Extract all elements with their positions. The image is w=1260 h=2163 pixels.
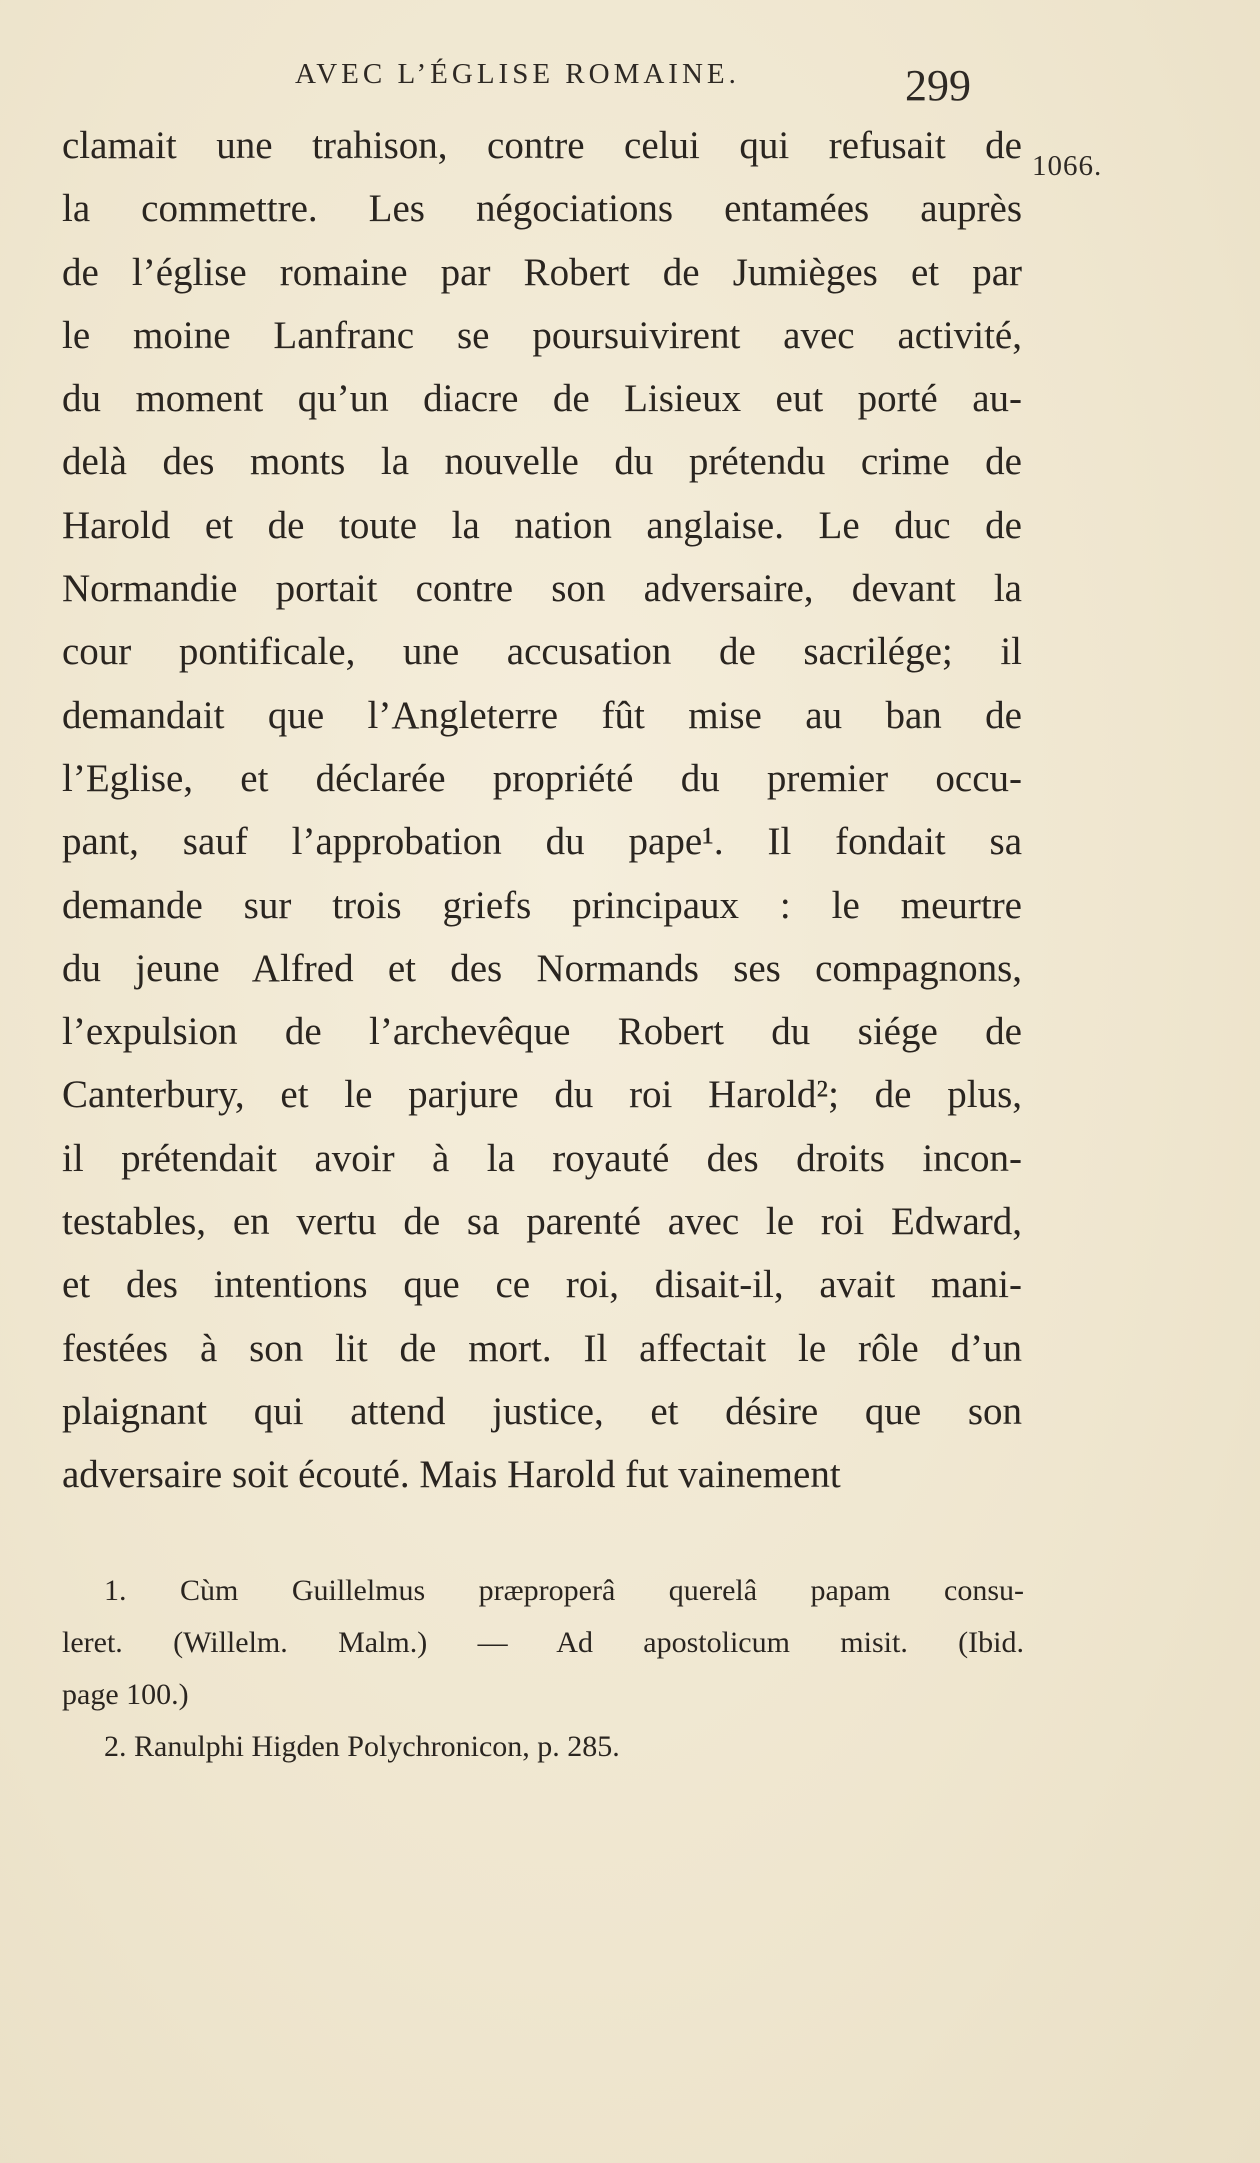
text-line: demandait que l’Angleterre fût mise au ban de — [62, 693, 1022, 737]
page-number: 299 — [905, 61, 971, 110]
text-line: plaignant qui attend justice, et désire que son — [62, 1389, 1022, 1433]
text-line: adversaire soit écouté. Mais Harold fut vainement — [62, 1453, 841, 1497]
text-line: Normandie portait contre son adversaire, devant la — [62, 567, 1022, 611]
text-line: le moine Lanfranc se poursuivirent avec activité, — [62, 313, 1022, 357]
text-line: delà des monts la nouvelle du prétendu crime de — [62, 440, 1022, 484]
text-line: du moment qu’un diacre de Lisieux eut porté au- — [62, 377, 1022, 421]
text-line: festées à son lit de mort. Il affectait le rôle d’un — [62, 1326, 1022, 1370]
text-line: testables, en vertu de sa parenté avec le roi Edward, — [62, 1200, 1022, 1244]
text-line: Harold et de toute la nation anglaise. Le duc de — [62, 503, 1022, 547]
text-line: de l’église romaine par Robert de Jumièges et par — [62, 250, 1022, 294]
footnote-line: 2. Ranulphi Higden Polychronicon, p. 285. — [104, 1730, 620, 1763]
footnotes — [62, 1565, 1024, 1773]
text-line: l’Eglise, et déclarée propriété du premier occu- — [62, 756, 1022, 800]
text-line: il prétendait avoir à la royauté des droits incon- — [62, 1136, 1022, 1180]
footnote-line: page 100.) — [62, 1678, 189, 1711]
text-line: et des intentions que ce roi, disait-il, avait mani- — [62, 1263, 1022, 1307]
body-text — [62, 114, 1022, 1507]
text-line: clamait une trahison, contre celui qui refusait de — [62, 124, 1022, 167]
text-line: demande sur trois griefs principaux : le meurtre — [62, 883, 1022, 927]
text-line: du jeune Alfred et des Normands ses compagnons, — [62, 946, 1022, 990]
text-line: l’expulsion de l’archevêque Robert du siége de — [62, 1010, 1022, 1054]
margin-date: 1066. — [1032, 150, 1103, 182]
text-line: la commettre. Les négociations entamées auprès — [62, 187, 1022, 231]
text-line: pant, sauf l’approbation du pape¹. Il fondait sa — [62, 820, 1022, 864]
text-line: cour pontificale, une accusation de sacrilége; il — [62, 630, 1022, 674]
footnote-line: 1. Cùm Guillelmus præproperâ querelâ papam consu- — [104, 1574, 1024, 1607]
footnote-line: leret. (Willelm. Malm.) — Ad apostolicum misit. (Ibid. — [62, 1626, 1024, 1659]
running-head: AVEC L’ÉGLISE ROMAINE. — [295, 58, 740, 90]
text-line: Canterbury, et le parjure du roi Harold²; de plus, — [62, 1073, 1022, 1117]
